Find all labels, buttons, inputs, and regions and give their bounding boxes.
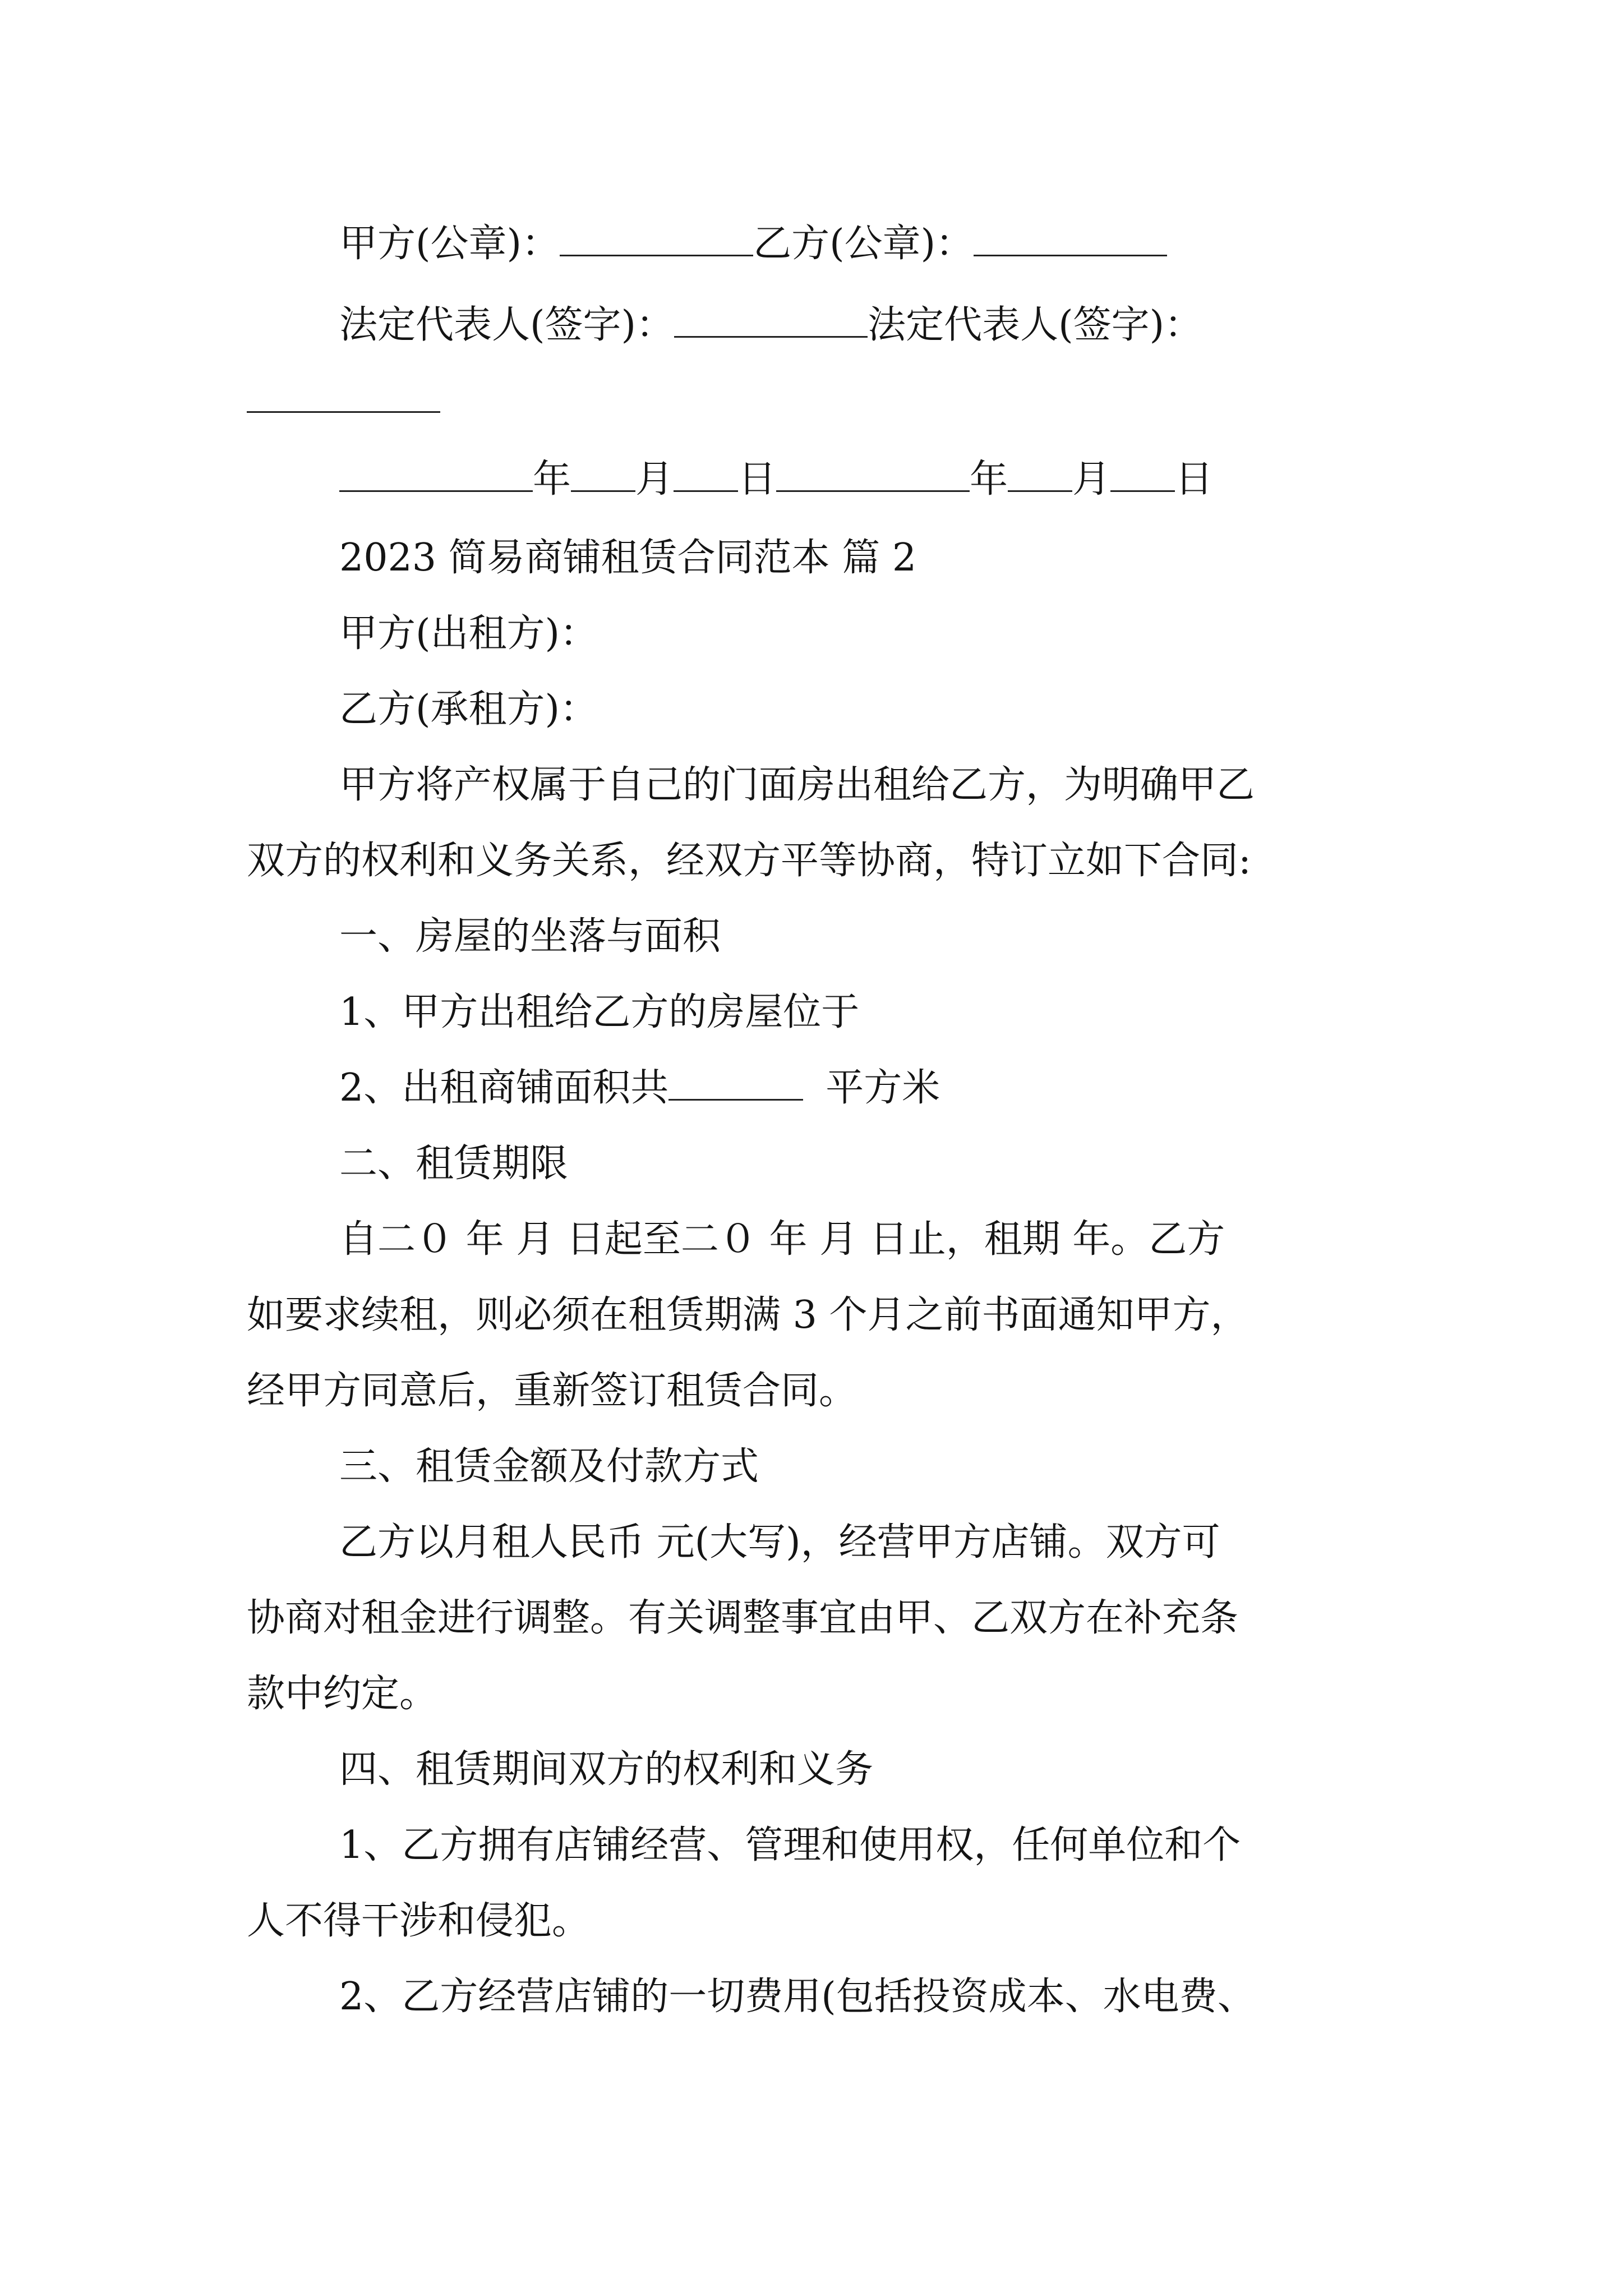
clause-3-line-1: 乙方以月租人民币 元(大写)，经营甲方店铺。双方可 — [339, 1520, 1220, 1565]
party-lessor: 甲方(出租方)： — [339, 611, 598, 656]
year-b-label: 年 — [970, 457, 1008, 501]
clause-4-heading: 四、租赁期间双方的权利和义务 — [339, 1747, 874, 1792]
month-b-label: 月 — [1072, 457, 1111, 501]
rep-b-label: 法定代表人(签字)： — [868, 303, 1203, 347]
year-a-label: 年 — [533, 457, 571, 501]
party-a-seal-label: 甲方(公章)： — [339, 222, 560, 266]
clause-3-heading: 三、租赁金额及付款方式 — [339, 1444, 759, 1489]
day-b-label: 日 — [1175, 457, 1214, 501]
day-a-label: 日 — [738, 457, 777, 501]
representative-line — [0, 295, 1623, 356]
year-b-blank — [776, 455, 970, 492]
clause-4-item-1-line-1: 1、乙方拥有店铺经营、管理和使用权，任何单位和个 — [339, 1823, 1241, 1867]
rep-a-blank — [674, 301, 868, 338]
date-line — [0, 449, 1623, 510]
party-b-seal-blank — [974, 220, 1167, 256]
clause-1-item-2 — [0, 1057, 1623, 1119]
clause-4-item-1-line-2: 人不得干涉和侵犯。 — [247, 1899, 591, 1943]
rep-b-blank — [247, 411, 440, 413]
clause-1-item-1: 1、甲方出租给乙方的房屋位于 — [339, 990, 860, 1034]
month-b-blank — [1008, 455, 1072, 492]
area-unit: 平方米 — [826, 1066, 940, 1110]
seal-line — [0, 213, 1623, 275]
clause-2-line-1: 自二０ 年 月 日起至二０ 年 月 日止，租期 年。乙方 — [339, 1217, 1225, 1262]
party-lessee: 乙方(承租方)： — [339, 687, 598, 731]
day-b-blank — [1110, 455, 1175, 492]
area-blank — [668, 1064, 803, 1101]
month-a-blank — [571, 455, 635, 492]
clause-4-item-2-line-1: 2、乙方经营店铺的一切费用(包括投资成本、水电费、 — [339, 1975, 1256, 2019]
party-b-seal-label: 乙方(公章)： — [753, 222, 974, 266]
intro-line-1: 甲方将产权属于自己的门面房出租给乙方，为明确甲乙 — [339, 763, 1255, 807]
month-a-label: 月 — [635, 457, 674, 501]
clause-2-heading: 二、租赁期限 — [339, 1142, 569, 1186]
rep-a-label: 法定代表人(签字)： — [339, 303, 675, 347]
clause-3-line-3: 款中约定。 — [247, 1672, 438, 1716]
year-a-blank — [339, 455, 533, 492]
clause-3-line-2: 协商对租金进行调整。有关调整事宜由甲、乙双方在补充条 — [247, 1596, 1239, 1640]
day-a-blank — [674, 455, 738, 492]
party-a-seal-blank — [560, 220, 753, 256]
clause-2-line-2: 如要求续租，则必须在租赁期满 3 个月之前书面通知甲方， — [247, 1293, 1249, 1337]
intro-line-2: 双方的权利和义务关系，经双方平等协商，特订立如下合同: — [247, 839, 1251, 883]
clause-2-line-3: 经甲方同意后，重新签订租赁合同。 — [247, 1369, 857, 1413]
area-prefix: 2、出租商铺面积共 — [339, 1066, 669, 1110]
section-title: 2023 简易商铺租赁合同范本 篇 2 — [339, 536, 917, 580]
clause-1-heading: 一、房屋的坐落与面积 — [339, 914, 721, 959]
